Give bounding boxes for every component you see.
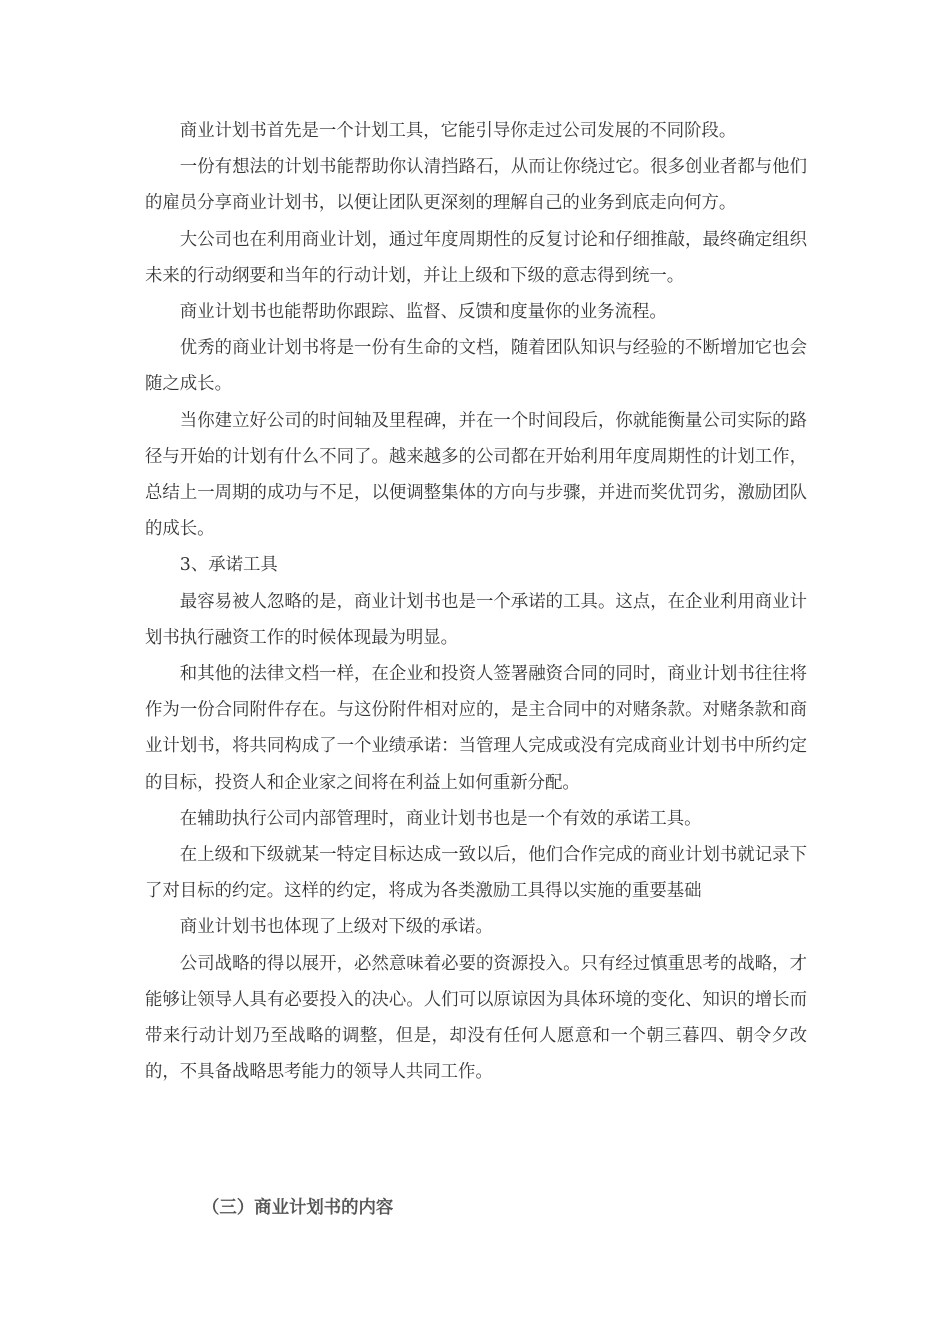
paragraph-obstacles: 一份有想法的计划书能帮助你认清挡路石，从而让你绕过它。很多创业者都与他们的雇员分享商业计划书，以便让团队更深刻的理解自己的业务到底走向何方。 bbox=[145, 157, 807, 214]
subheading-commitment-tool: 3、承诺工具 bbox=[179, 555, 278, 576]
paragraph-legal-documents: 和其他的法律文档一样，在企业和投资人签署融资合同的同时，商业计划书往往将作为一份合同附件存在。与这份附件相对应的，是主合同中的对赌条款。对赌条款和商业计划书，将共同构成了一个业绩承诺：当管理人完成或没有完成商业计划书中所约定的目标，投资人和企业家之间将在利益上如何重新分配。 bbox=[145, 664, 807, 793]
paragraph-large-companies: 大公司也在利用商业计划，通过年度周期性的反复讨论和仔细推敲，最终确定组织未来的行动纲要和当年的行动计划，并让上级和下级的意志得到统一。 bbox=[145, 229, 807, 286]
paragraph-internal-management: 在辅助执行公司内部管理时，商业计划书也是一个有效的承诺工具。 bbox=[179, 808, 702, 829]
paragraph-agreement: 在上级和下级就某一特定目标达成一致以后，他们合作完成的商业计划书就记录下了对目标的约定。这样的约定，将成为各类激励工具得以实施的重要基础 bbox=[145, 845, 807, 902]
paragraph-strategy: 公司战略的得以展开，必然意味着必要的资源投入。只有经过慎重思考的战略，才能够让领导人具有必要投入的决心。人们可以原谅因为具体环境的变化、知识的增长而带来行动计划乃至战略的调整，但是，却没有任何人愿意和一个朝三暮四、朝令夕改的，不具备战略思考能力的领导人共同工作。 bbox=[145, 953, 807, 1083]
paragraph-timeline: 当你建立好公司的时间轴及里程碑，并在一个时间段后，你就能衡量公司实际的路径与开始的计划有什么不同了。越来越多的公司都在开始利用年度周期性的计划工作，总结上一周期的成功与不足，以便调整集体的方向与步骤，并进而奖优罚劣，激励团队的成长。 bbox=[145, 410, 807, 540]
paragraph-tracking: 商业计划书也能帮助你跟踪、监督、反馈和度量你的业务流程。 bbox=[179, 302, 667, 323]
section-heading: （三）商业计划书的内容 bbox=[202, 1198, 394, 1218]
paragraph-superior-commitment: 商业计划书也体现了上级对下级的承诺。 bbox=[179, 917, 493, 938]
body-text bbox=[145, 113, 807, 1090]
paragraph-planning-tool: 商业计划书首先是一个计划工具，它能引导你走过公司发展的不同阶段。 bbox=[179, 121, 737, 141]
paragraph-commitment-intro: 最容易被人忽略的是，商业计划书也是一个承诺的工具。这点，在企业利用商业计划书执行融资工作的时候体现最为明显。 bbox=[145, 591, 807, 648]
paragraph-living-document: 优秀的商业计划书将是一份有生命的文档，随着团队知识与经验的不断增加它也会随之成长。 bbox=[145, 338, 807, 395]
